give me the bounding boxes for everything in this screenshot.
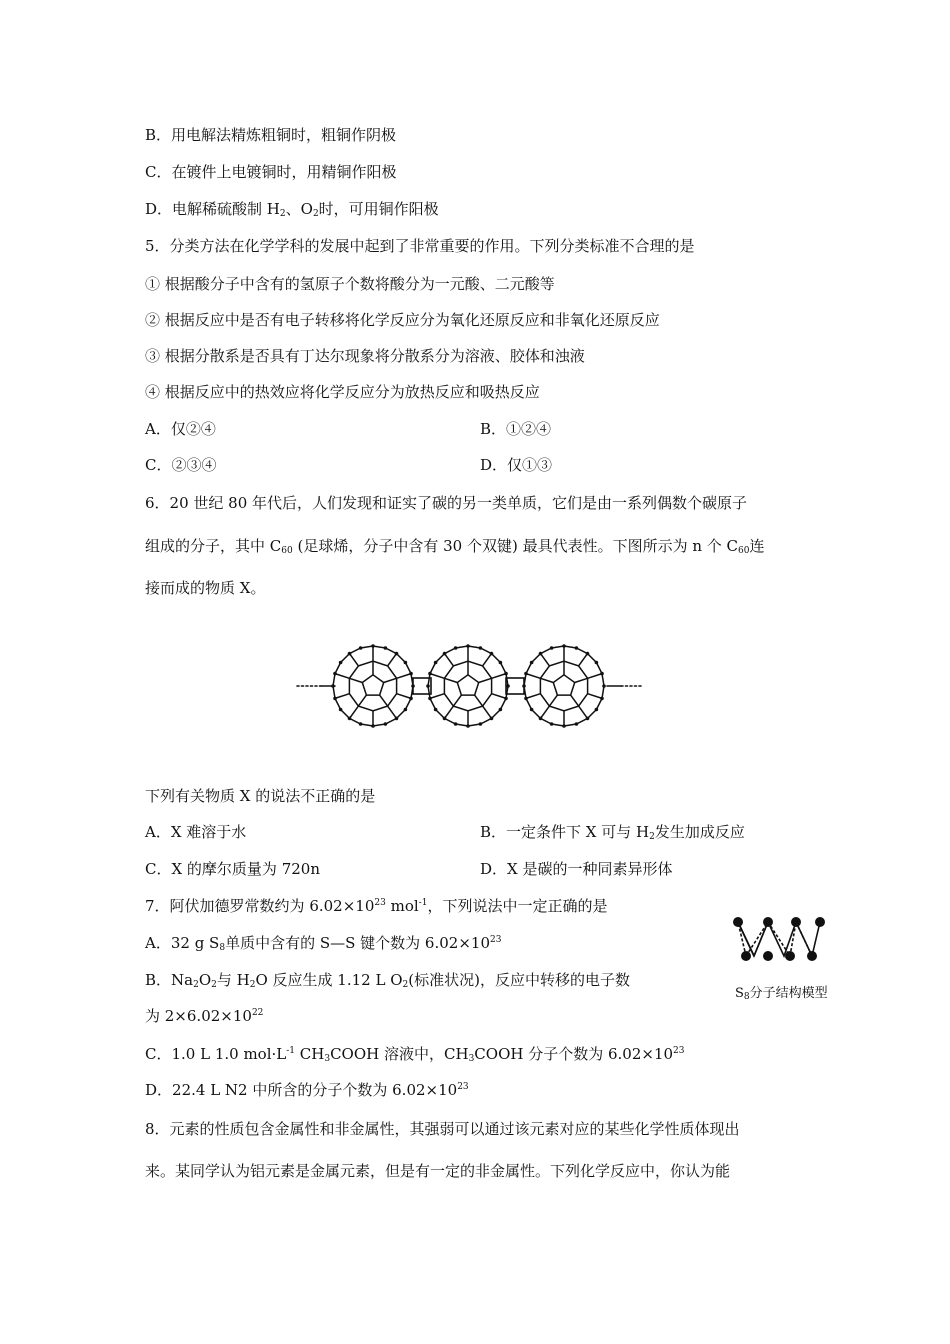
q6-stem-line1: 6．20 世纪 80 年代后，人们发现和证实了碳的另一类单质，它们是由一系列偶数个碳原子	[145, 494, 748, 512]
q6-option-d: D．X 是碳的一种同素异形体	[480, 860, 673, 878]
q5-item-3: ③ 根据分散系是否具有丁达尔现象将分散系分为溶液、胶体和浊液	[145, 347, 585, 365]
q5-item-1: ① 根据酸分子中含有的氢原子个数将酸分为一元酸、二元酸等	[145, 275, 555, 293]
q6-option-c: C．X 的摩尔质量为 720n	[145, 860, 320, 878]
s8-caption: $S_8$分子结构模型	[735, 986, 828, 1002]
q4-option-d: D．电解稀硫酸制 $H_2$、$O_2$时，可用铜作阳极	[145, 200, 439, 219]
q5-stem: 5．分类方法在化学学科的发展中起到了非常重要的作用。下列分类标准不合理的是	[145, 237, 695, 255]
q5-option-c: C．②③④	[145, 456, 217, 474]
q5-option-d: D．仅①③	[480, 456, 553, 474]
q7-option-d: D．22.4 L N2 中所含的分子个数为 $6.02\times 10^{23}$	[145, 1081, 469, 1099]
q5-item-4: ④ 根据反应中的热效应将化学反应分为放热反应和吸热反应	[145, 383, 540, 401]
s8-atom	[807, 951, 817, 961]
s8-atom	[741, 951, 751, 961]
s8-atom	[791, 917, 801, 927]
q7-option-a: A．32 g $S_8$单质中含有的 S—S 键个数为 $6.02\times 10^{23}$	[145, 934, 502, 953]
q5-option-b: B．①②④	[480, 420, 552, 438]
q5-item-2: ② 根据反应中是否有电子转移将化学反应分为氧化还原反应和非氧化还原反应	[145, 311, 660, 329]
q7-option-b-cont: 为 $2\times 6.02\times 10^{22}$	[145, 1007, 264, 1025]
q7-stem: 7．阿伏加德罗常数约为 $6.02\times 10^{23}$ mol$^{-1}$，下列说法中一定正确的是	[145, 897, 608, 915]
q6-question: 下列有关物质 X 的说法不正确的是	[145, 787, 376, 805]
s8-molecule-figure	[728, 910, 828, 970]
s8-atom	[815, 917, 825, 927]
q6-stem-line2: 组成的分子，其中 $C_{60}$ (足球烯，分子中含有 30 个双键) 最具代表性。下图所示为 n 个 $C_{60}$连	[145, 537, 765, 556]
q7-option-b: B．$Na_2O_2$与 $H_2O$ 反应生成 1.12 L $O_2$(标准状况)，反应中转移的电子数	[145, 971, 630, 990]
fullerene-balls	[331, 644, 606, 728]
fullerene-ball	[331, 644, 415, 728]
fullerene-chain-figure	[295, 640, 645, 730]
q4-option-b: B．用电解法精炼粗铜时，粗铜作阴极	[145, 126, 397, 144]
q6-option-a: A．X 难溶于水	[145, 823, 247, 841]
s8-atom	[763, 917, 773, 927]
s8-back-bonds-2	[790, 922, 812, 956]
q6-option-b: B．一定条件下 X 可与 $H_2$发生加成反应	[480, 823, 745, 842]
q6-stem-line3: 接而成的物质 X。	[145, 579, 266, 597]
s8-atom	[763, 951, 773, 961]
fullerene-ball	[426, 644, 510, 728]
fullerene-ball	[522, 644, 606, 728]
q7-option-c: C．1.0 L 1.0 $mol\cdot L^{-1}$ $CH_3COOH$ 溶液中，$CH_3COOH$ 分子个数为 $6.02\times 10^{23}$	[145, 1045, 685, 1064]
q8-stem-line1: 8．元素的性质包含金属性和非金属性，其强弱可以通过该元素对应的某些化学性质体现出	[145, 1120, 740, 1138]
s8-back-bonds-1	[746, 922, 790, 956]
q5-option-a: A．仅②④	[145, 420, 216, 438]
s8-atom	[785, 951, 795, 961]
s8-atom	[733, 917, 743, 927]
q4-option-c: C．在镀件上电镀铜时，用精铜作阳极	[145, 163, 397, 181]
q8-stem-line2: 来。某同学认为铝元素是金属元素，但是有一定的非金属性。下列化学反应中，你认为能	[145, 1162, 731, 1180]
